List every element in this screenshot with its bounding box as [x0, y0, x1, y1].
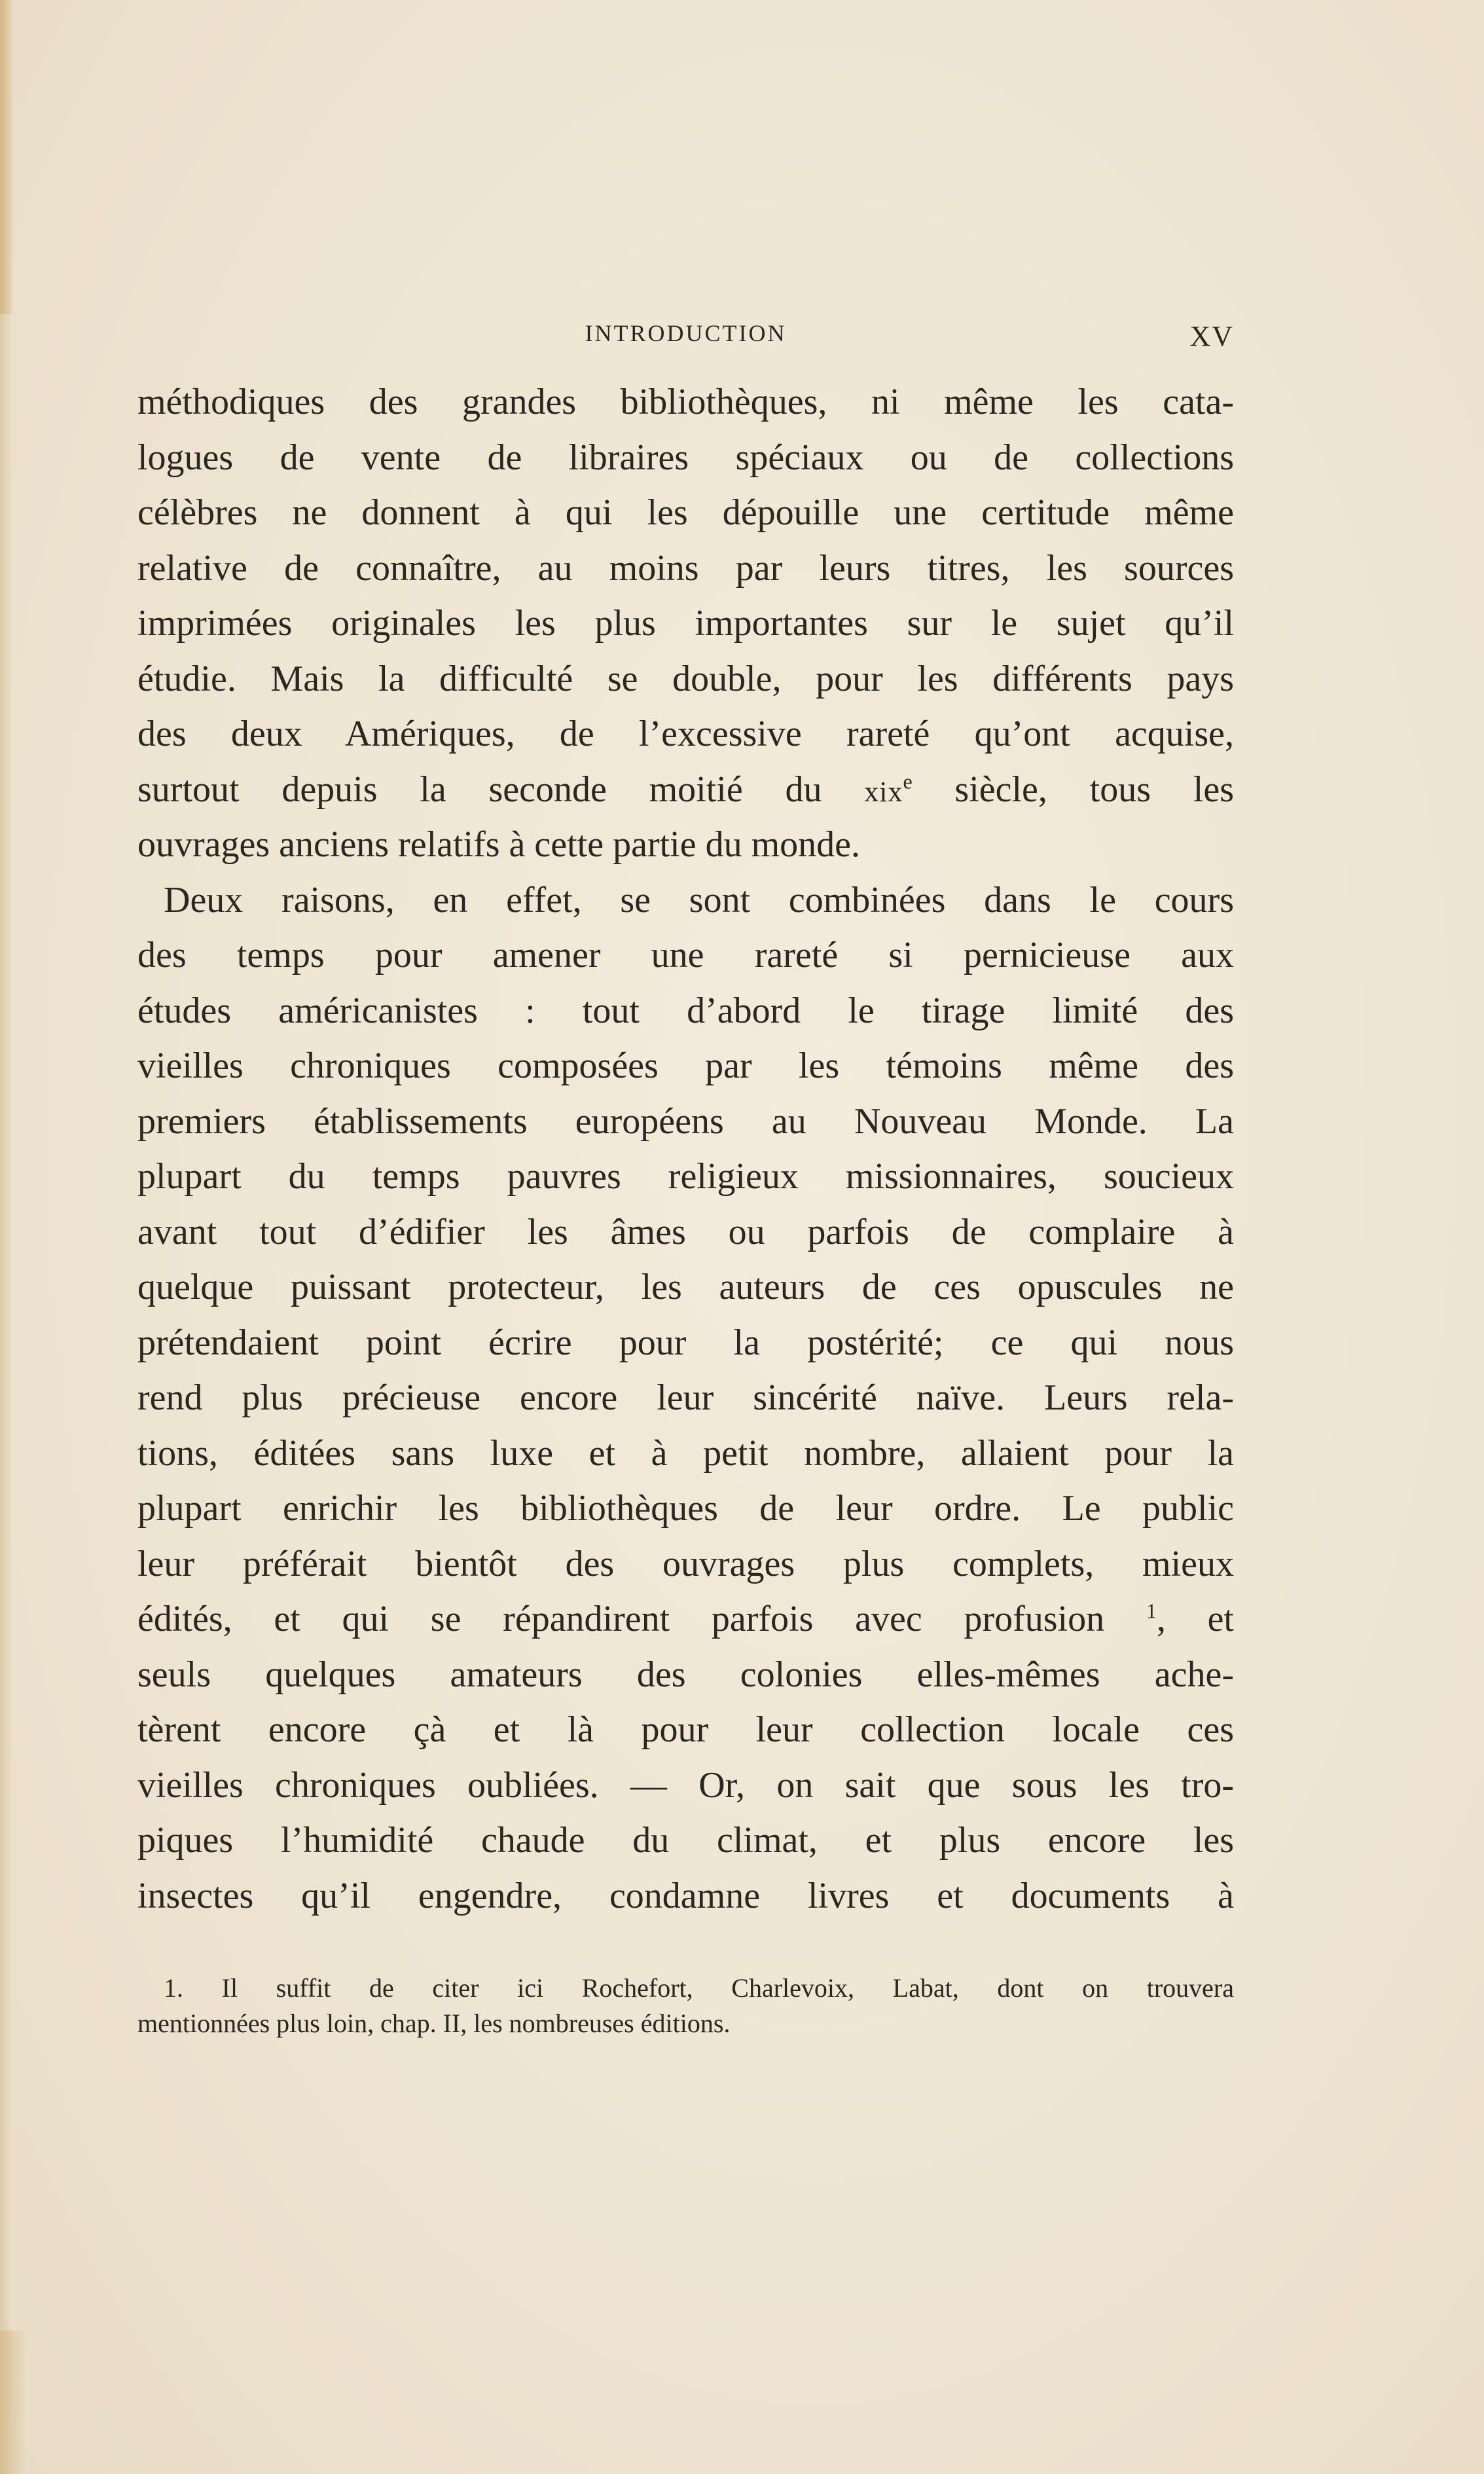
footnote-line: mentionnées plus loin, chap. II, les nombreuses éditions. — [137, 2009, 731, 2038]
paragraph-first-line: Deux raisons, en effet, se sont combinées dans le cours — [164, 879, 1234, 920]
page-number: XV — [1189, 320, 1234, 352]
text-line: avant tout d’édifier les âmes ou parfois de complaire à — [137, 1211, 1234, 1252]
text-line: premiers établissements européens au Nouveau Monde. La — [137, 1101, 1234, 1142]
page-stain-top — [0, 0, 14, 314]
text-line: des deux Amériques, de l’excessive rareté qu’ont acquise, — [137, 714, 1234, 754]
text-line: imprimées originales les plus importantes sur le sujet qu’il — [137, 603, 1234, 644]
text-line: leur préférait bientôt des ouvrages plus complets, mieux — [137, 1543, 1234, 1584]
text-line: étudie. Mais la difficulté se double, pour les différents pays — [137, 658, 1234, 699]
text-line: quelque puissant protecteur, les auteurs de ces opuscules ne — [137, 1267, 1234, 1307]
text-line: célèbres ne donnent à qui les dépouille une certitude même — [137, 492, 1234, 533]
text-line: vieilles chroniques composées par les témoins même des — [137, 1046, 1234, 1086]
text-line: vieilles chroniques oubliées. — Or, on sait que sous les tro- — [137, 1764, 1234, 1806]
text-line: seuls quelques amateurs des colonies elles-mêmes ache- — [137, 1654, 1234, 1695]
text-fragment: surtout depuis la seconde moitié du — [137, 769, 865, 810]
text-line: méthodiques des grandes bibliothèques, ni même les cata- — [137, 382, 1234, 422]
text-line: piques l’humidité chaude du climat, et plus encore les — [137, 1820, 1234, 1861]
text-line: relative de connaître, au moins par leurs titres, les sources — [137, 547, 1234, 589]
text-line-footnote-ref — [137, 1592, 1234, 1647]
text-line: prétendaient point écrire pour la postérité; ce qui nous — [137, 1322, 1234, 1363]
footnote-line: 1. Il suffit de citer ici Rochefort, Charlevoix, Labat, dont on trouvera — [164, 1973, 1234, 2003]
text-line: plupart enrichir les bibliothèques de leur ordre. Le public — [137, 1488, 1234, 1529]
century-superscript: e — [903, 769, 913, 793]
body-text — [137, 374, 1234, 1923]
text-line: tèrent encore çà et là pour leur collection locale ces — [137, 1709, 1234, 1750]
text-line: ouvrages anciens relatifs à cette partie du monde. — [137, 824, 860, 865]
century-numeral: xix — [864, 775, 903, 808]
footnote-ref-marker: 1 — [1146, 1599, 1157, 1623]
text-line: études américanistes : tout d’abord le tirage limité des — [137, 990, 1234, 1031]
running-head: INTRODUCTION — [585, 320, 787, 346]
page-gutter-edge — [0, 0, 12, 2474]
text-line: insectes qu’il engendre, condamne livres et documents à — [137, 1875, 1234, 1916]
text-fragment: siècle, tous les — [912, 769, 1234, 810]
text-line: des temps pour amener une rareté si pernicieuse aux — [137, 935, 1234, 975]
text-fragment: , et — [1156, 1599, 1234, 1639]
footnotes — [137, 1971, 1234, 2041]
text-line: plupart du temps pauvres religieux missionnaires, soucieux — [137, 1156, 1234, 1197]
page-stain-bottom — [0, 2331, 26, 2474]
text-line: tions, éditées sans luxe et à petit nombre, allaient pour la — [137, 1432, 1234, 1474]
page-header — [137, 319, 1234, 352]
text-line: rend plus précieuse encore leur sincérité naïve. Leurs rela- — [137, 1377, 1234, 1418]
text-line-century — [137, 762, 1234, 818]
text-line: logues de vente de libraires spéciaux ou de collections — [137, 437, 1234, 478]
text-fragment: édités, et qui se répandirent parfois avec profusion — [137, 1599, 1146, 1639]
